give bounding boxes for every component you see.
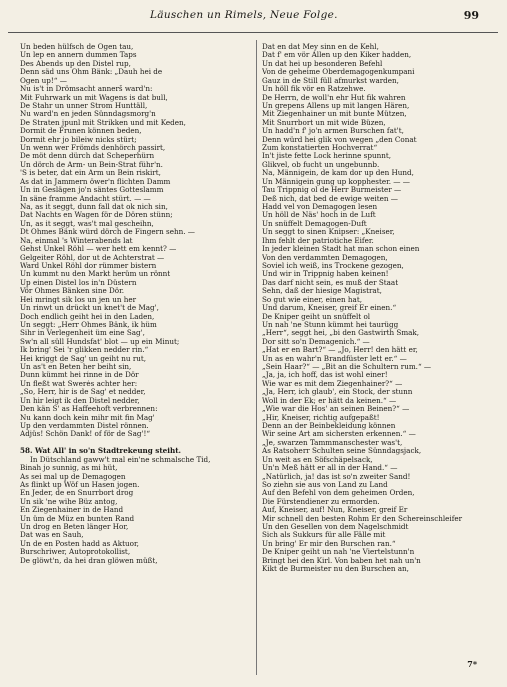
text-line: Un weit as en Söfschäpelsack, [262, 455, 373, 464]
text-line: Un kummt nu den Markt herüm un rönnt [20, 270, 171, 279]
text-line: As Ratsoherr Schulten seine Sünndagsjack, [262, 447, 422, 456]
text-line: Un höll de Näs' hoch in de Luft [262, 211, 376, 220]
text-line: Binah jo sunnig, as mi hüt, [20, 464, 118, 473]
text-line: Nu kann doch kein mihr mit fin Mag' [20, 413, 155, 422]
text-line: Un'n Meß hätt er all in der Hand.“ — [262, 464, 398, 473]
text-line: Und darum, Kneiser, greif Er einen.“ [262, 304, 397, 313]
page-number: 99 [463, 9, 479, 22]
text-line: Tau Trippnig ol de Herr Burmeister — [262, 186, 402, 195]
text-line: Wie war es mit dem Ziegenhainer?“ — [262, 379, 403, 388]
text-line: Nu is't in Drömsacht annerš ward'n: [20, 85, 153, 94]
text-line: Und wir in Trippnig haben keinen! [262, 270, 389, 279]
text-line: De Herrn, de woll'n ehr Hut fik wahren [262, 93, 406, 102]
text-line: „Je, swarzen Tammmanschester was't, [262, 438, 403, 447]
text-line: Dat en dat Mey sinn en de Kehl, [262, 43, 379, 51]
text-line: Un in Geslägen jo'n säntes Gotteslamm [20, 186, 164, 195]
text-line: Na, as it seggt, dunn fall dat ok nich sin, [20, 203, 168, 212]
text-line: Gelgeiter Röhl, dor ut de Achterstrat — [20, 253, 165, 262]
text-line: Denn würd hei glik von wegen „den Conat [262, 135, 417, 144]
text-line: „So, Herr, hir is de Sag' et nedder, [20, 388, 146, 397]
text-line: As sei mal up de Demagogen [20, 472, 126, 481]
text-line: In't jiste fette Lock herinne spunnt, [262, 152, 392, 161]
text-line: Hei kriggt de Sag' un geiht nu rut, [20, 354, 147, 363]
text-line: Un wenn wer Frömds denhörch passirt, [20, 144, 166, 153]
text-line: Un dat hei up besonderen Befehl [262, 59, 383, 68]
text-line: Hei mringt sik los un jen un her [20, 295, 137, 304]
text-line: Sich als Sukkurs für alle Fälle mit [262, 531, 386, 540]
text-line: Na, einmal 's Winterabends lat [20, 236, 133, 245]
text-line: Zum konstatierten Hochverrat“ [262, 144, 378, 153]
text-line: Un höll fik vör en Ratzehwe. [262, 85, 366, 94]
text-line: Up einen Distel los in'n Düstern [20, 278, 137, 287]
text-line: As dat in Jammern öwer'n flichten Damm [20, 177, 171, 186]
text-line: De Kniper geiht un nah 'ne Viertelstunn'n [262, 548, 415, 557]
text-line: Nu ward'n en jeden Sünndagsmorg'n [20, 110, 156, 119]
text-line: En Ziegenhainer in de Hand [20, 506, 124, 515]
text-line: De glöwt'n, da hei dran glöwen müßt, [20, 556, 158, 565]
text-line: Un as en wahr'n Brandfüster lett er.“ — [262, 354, 407, 363]
text-line: Dor sitt so'n Demagenich.“ — [262, 337, 370, 346]
text-line: Un hadd'n f' jo'n armen Burschen fat't, [262, 127, 404, 136]
text-line: Un drog en Beten länger Hor, [20, 523, 129, 532]
text-line: Dunn kümmt hei rinne in de Dör [20, 371, 139, 380]
text-line: „Wie war die Hos' an seinen Beinen?“ — [262, 405, 410, 414]
text-line: Burschriwer, Autoprotokollist, [20, 548, 131, 557]
text-line: Denn säd uns Ohm Bänk: „Dauh hei de [20, 68, 163, 77]
text-line: Vör Ohmes Bänken sine Dör. [20, 287, 125, 296]
text-line: Mit Snurrbort un mit wide Büzen, [262, 118, 386, 127]
text-line: „Sein Haar?“ — „Bit an die Schultern rum.“ — [262, 363, 432, 372]
text-line: Un den Gesellen von dem Nagelschmidt [262, 523, 409, 532]
signature-mark: 7* [467, 659, 477, 669]
page-header [0, 9, 507, 27]
text-line: Un, as it seggt, was't mal gescheihn, [20, 219, 154, 228]
text-line: Dormit de Frunen können beden, [20, 127, 142, 136]
text-line: Dat f' em vör Allen up den Kiker hadden, [262, 51, 412, 60]
text-line: „Herr“, seggt hei, „bi den Gastwirth Smak, [262, 329, 420, 338]
text-line: Un rinwt un drückt un knet't de Mag', [20, 304, 159, 313]
text-line: Kikt de Burmeister nu den Burschen an, [262, 565, 409, 574]
text-line: Das darf nicht sein, es muß der Staat [262, 278, 399, 287]
text-line: De Straten jpunl mit Strikken und mit Keden, [20, 118, 186, 127]
text-line: As flinkt up Wöf un Hasen jogen. [20, 480, 140, 489]
text-line: 'S is beter, dat ein Arm un Bein riskirt, [20, 169, 161, 178]
text-line: Adjüs! Schön Dank! of för de Sag'!“ [20, 430, 151, 439]
text-line: Un sik 'ne wihe Büz antog, [20, 497, 118, 506]
text-line: Soviel ich weiß, ins Trockene gezogen, [262, 261, 404, 270]
text-line: So gut wie einer, einen hat, [262, 295, 363, 304]
text-line: Von de geheime Oberdemagogenkumpani [262, 68, 415, 77]
text-line: Gauz in de Still füll afmurkst warden, [262, 76, 399, 85]
text-line: Mir schnell den besten Rohm Er den Schereinschleifer [262, 514, 463, 523]
text-line: Un seggt to sinen Knipser: „Kneiser, [262, 228, 395, 237]
text-line: Un as't en Beten her beiht sin, [20, 363, 132, 372]
text-line: Den kän S' as Haffeehoft verbrennen: [20, 405, 158, 414]
text-line: Gehst Unkel Röhl — wer hett em kennt? — [20, 245, 177, 254]
text-line: De Kniper geiht un snüffelt ol [262, 312, 371, 321]
text-line: „Hir, Kneiser, richtig aufgepaßt! [262, 413, 380, 422]
text-line: Un beden hülfsch de Ogen tau, [20, 43, 134, 51]
text-line: Un üm de Müz en bunten Rand [20, 514, 135, 523]
text-line: Bringt hei den Kirl. Von baben het nah un'n [262, 556, 421, 565]
text-line: Auf den Befehl von dem geheimen Orden, [262, 489, 415, 498]
text-line: Un dörch de Arm- un Bein-Strat führ'n. [20, 160, 163, 169]
text-line: De möt denn dürch dat Scheperhürn [20, 152, 155, 161]
text-line: Dt Ohmes Bänk würd dörch de Fingern sehn. — [20, 228, 195, 237]
text-line: „Ja, Herr, ich glaub', ein Stock, der stunn [262, 388, 413, 397]
text-line: In säne framme Andacht stürt. — — [20, 194, 151, 203]
text-line: Up den verdammten Distel rönnen. [20, 421, 149, 430]
running-title: Läuschen un Rimels, Neue Folge. [150, 9, 338, 21]
text-line: Un fleßt wat Swerės achter her: [20, 379, 138, 388]
text-line: Von den verdammten Demagogen, [262, 253, 388, 262]
text-line: Dormit ehr jo bileiw nicks stürt; [20, 135, 137, 144]
text-line: Un bring' Er mir den Burschen ran.“ [262, 539, 396, 548]
text-line: Un nah 'ne Stunn kümmt hei taurügg [262, 320, 399, 329]
text-line: Un snüffelt Demagogen-Duft [262, 219, 367, 228]
text-line: Sehn, daß der hiesige Magistrat, [262, 287, 382, 296]
text-line: Na, Männigein, de kam dor up den Hund, [262, 169, 414, 178]
text-line: Un grepens Allens up mit langen Hären, [262, 101, 410, 110]
text-line: Un hir leigt ik den Distel nedder, [20, 396, 140, 405]
text-line: Un de en Posten hadd as Aktuor, [20, 539, 139, 548]
text-line: Des Abends up den Distel rup, [20, 59, 131, 68]
left-column [20, 43, 260, 565]
text-line: Denn an der Beinbekleidung können [262, 421, 396, 430]
text-line: En Jeder, de en Snurrbort drog [20, 489, 134, 498]
right-column [262, 43, 502, 574]
section-spacer [20, 439, 260, 447]
text-line: Mit Ziegenhainer un mit bunte Mützen, [262, 110, 407, 119]
text-line: „Ja, ja, ich hoff, das ist wohl einer! [262, 371, 388, 380]
text-line: „Hat er en Bart?“ — „Jo, Herr! den hätt er, [262, 346, 418, 355]
text-line: Un Männigein gung up kopphester. — — [262, 177, 410, 186]
text-line: Glikvel, ob fucht un ungebunnb. [262, 160, 380, 169]
text-line: „Natürlich, ja! das ist so'n zweiter Sand! [262, 472, 411, 481]
text-line: In jeder kleinen Stadt hat man schon einen [262, 245, 420, 254]
text-line: Deß nich, dat bed de ewige weiten — [262, 194, 398, 203]
text-line: Ward Unkel Röhl dor rümmer bistern [20, 261, 157, 270]
text-line: Auf, Kneiser, auf! Nun, Kneiser, greif Er [262, 506, 408, 515]
text-line: Sihr in Verlegenheit üm eine Sag', [20, 329, 145, 338]
text-line: Un lep en annern dummen Taps [20, 51, 137, 60]
text-line: Ik bring' Sei 'r glikken nedder rin.“ [20, 346, 149, 355]
text-line: Ogen up!“ — [20, 76, 67, 85]
text-line: Hadd vel von Demagogen lesen [262, 203, 378, 212]
text-line: Die Fürstendiener zu ermorden. [262, 497, 380, 506]
text-line: De Stahr un unner Strom Hunttäll, [20, 101, 148, 110]
text-line: Dat was en Sauh, [20, 531, 84, 540]
text-line: Sw'n all süll Hundsfat' blot — up ein Minut; [20, 337, 180, 346]
text-line: So ziehn sie aus von Land zu Land [262, 480, 388, 489]
text-line: Ihm fehlt der patriotiche Eifer. [262, 236, 374, 245]
section-heading: 58. Wat All' in so'n Stadtrekeung steiht. [20, 447, 182, 456]
text-line: Doch endlich geiht hei in den Laden, [20, 312, 155, 321]
text-line: Wir seine Art am sichersten erkennen.“ — [262, 430, 416, 439]
text-line: Dat Nachts en Wagen för de Dören stünn; [20, 211, 173, 220]
text-line: Un seggt: „Herr Ohmes Bänk, ik hüm [20, 320, 157, 329]
text-line: In Dütschland gaww't mal ein'ne schmalsche Tid, [30, 455, 211, 464]
text-line: Mit Fuhrwark un mit Wagens is dat bull, [20, 93, 168, 102]
text-line: Woll in der Ek; er hätt da keinen.“ — [262, 396, 397, 405]
header-divider [8, 32, 498, 33]
